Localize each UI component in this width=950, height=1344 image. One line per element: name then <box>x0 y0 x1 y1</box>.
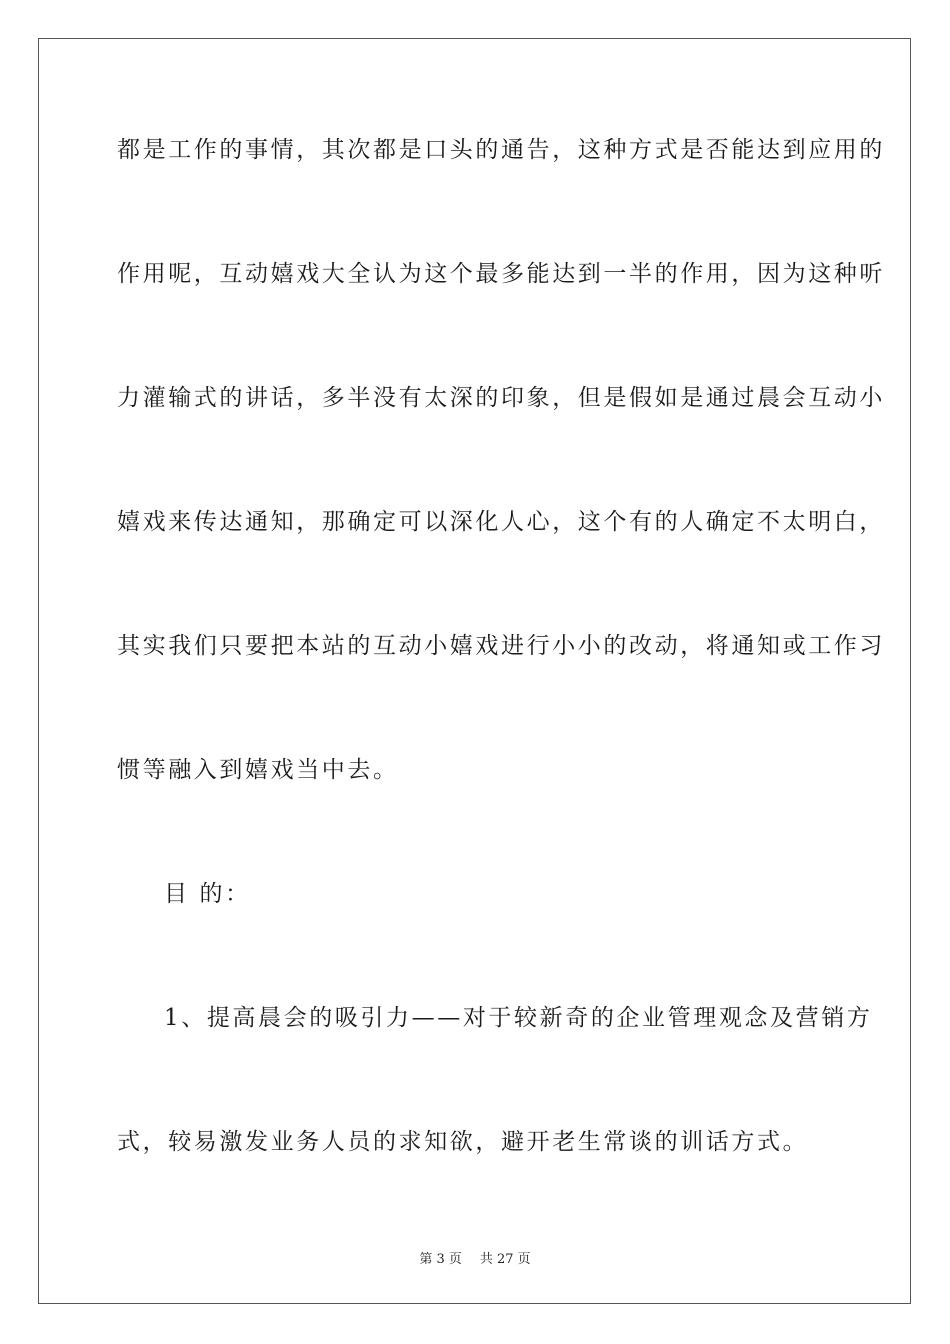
paragraph-line: 力灌输式的讲话，多半没有太深的印象，但是假如是通过晨会互动小 <box>117 385 885 411</box>
paragraph-line: 其实我们只要把本站的互动小嬉戏进行小小的改动，将通知或工作习 <box>117 633 885 659</box>
page-border <box>38 38 911 1304</box>
paragraph-line: 作用呢，互动嬉戏大全认为这个最多能达到一半的作用，因为这种听 <box>117 261 885 287</box>
list-item: 1、提高晨会的吸引力——对于较新奇的企业管理观念及营销方 <box>164 1005 873 1031</box>
page-number: 第 3 页 <box>419 1252 462 1267</box>
page-footer <box>0 1248 950 1267</box>
paragraph-line: 惯等融入到嬉戏当中去。 <box>117 757 399 783</box>
paragraph-line: 式，较易激发业务人员的求知欲，避开老生常谈的训话方式。 <box>117 1129 809 1155</box>
paragraph-line: 嬉戏来传达通知，那确定可以深化人心，这个有的人确定不太明白， <box>117 509 885 535</box>
paragraph-line: 都是工作的事情，其次都是口头的通告，这种方式是否能达到应用的 <box>117 137 885 163</box>
total-pages: 共 27 页 <box>479 1252 531 1267</box>
section-heading: 目 的： <box>164 881 251 907</box>
